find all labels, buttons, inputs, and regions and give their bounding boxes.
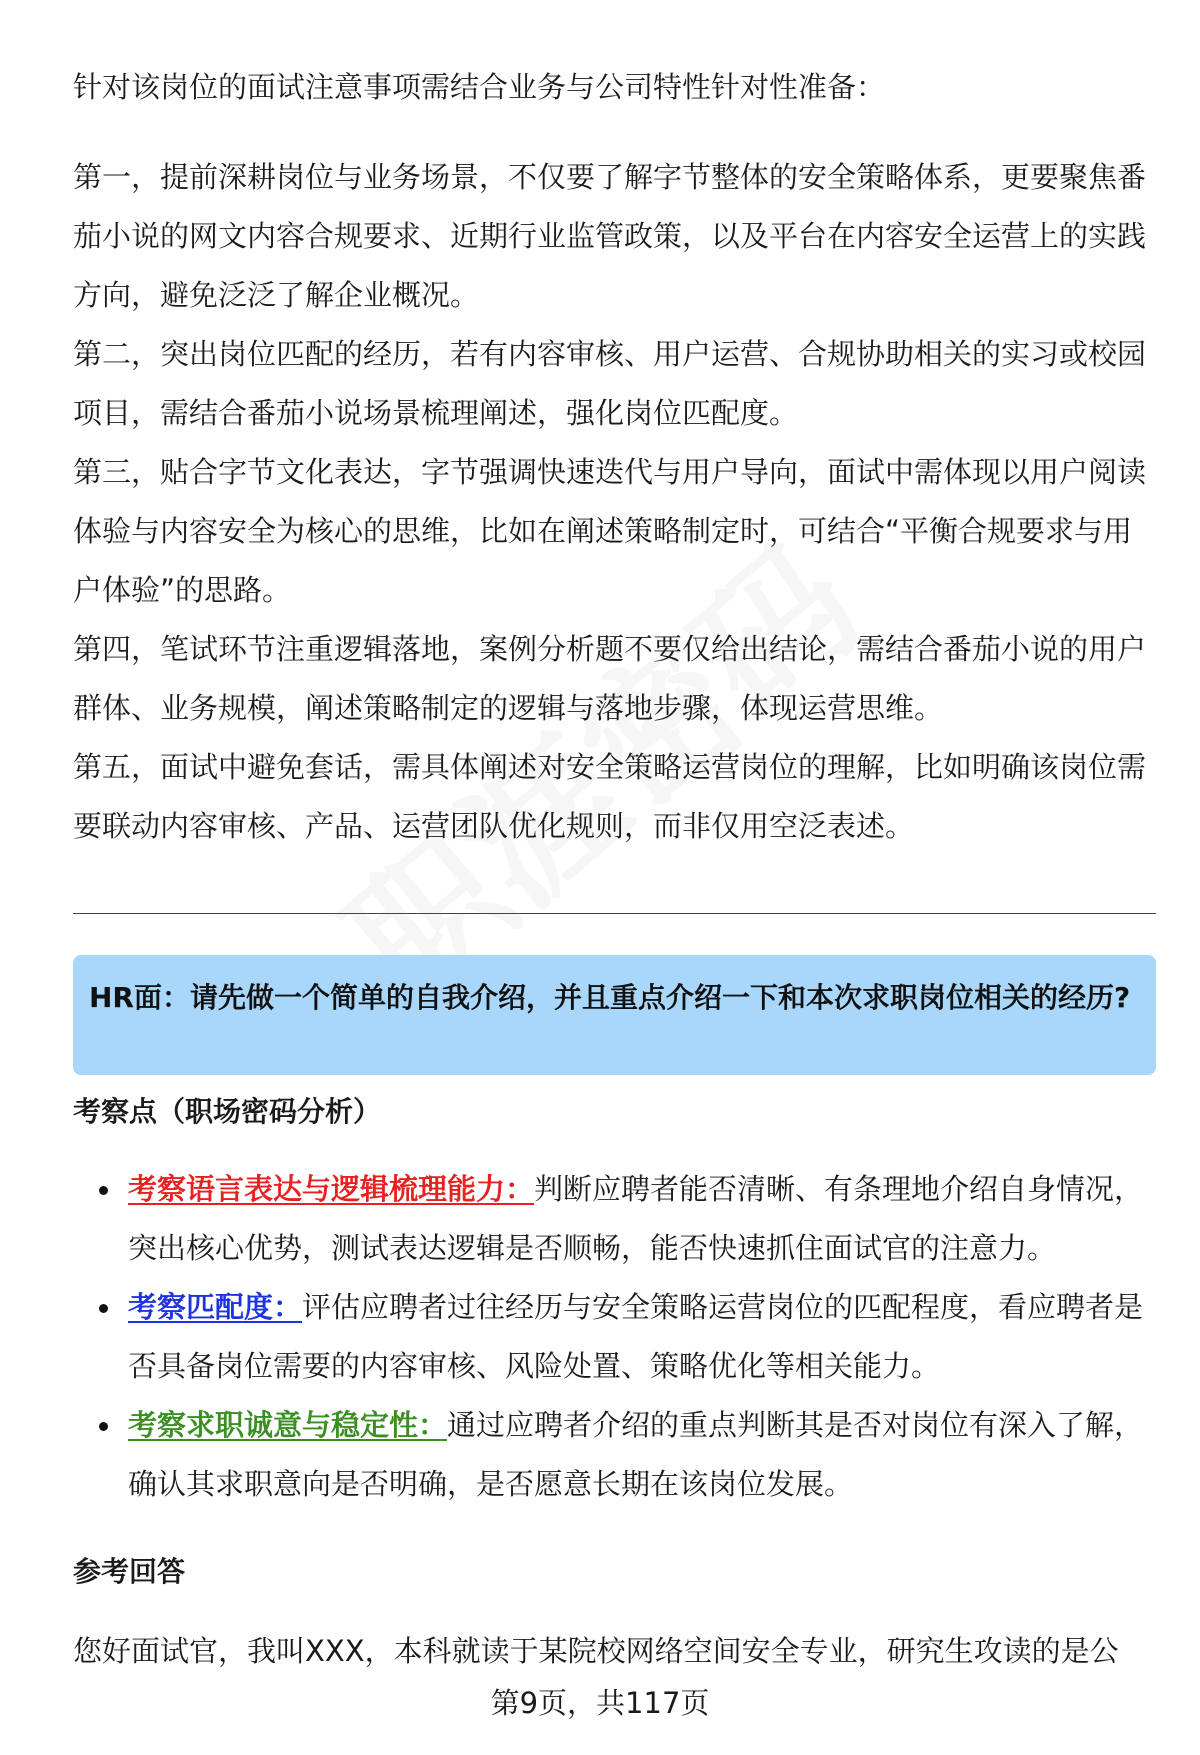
check-point-item: [73, 1278, 1153, 1396]
bullet-icon: [99, 1304, 108, 1313]
reference-answer-heading: 参考回答: [73, 1555, 186, 1588]
check-point-text: 评估应聘者过往经历与安全策略运营岗位的匹配程度，看应聘者是否具备岗位需要的内容审核、风险处置、策略优化等相关能力。: [128, 1290, 1144, 1383]
check-points-heading: 考察点（职场密码分析）: [73, 1095, 382, 1128]
check-point-text: 判断应聘者能否清晰、有条理地介绍自身情况，突出核心优势，测试表达逻辑是否顺畅，能否快速抓住面试官的注意力。: [128, 1172, 1144, 1265]
point-item: 第五，面试中避免套话，需具体阐述对安全策略运营岗位的理解，比如明确该岗位需要联动内容审核、产品、运营团队优化规则，而非仅用空泛表述。: [73, 750, 1147, 843]
point-item: 第二，突出岗位匹配的经历，若有内容审核、用户运营、合规协助相关的实习或校园项目，需结合番茄小说场景梳理阐述，强化岗位匹配度。: [73, 337, 1147, 430]
bullet-icon: [99, 1422, 108, 1431]
point-item: 第四，笔试环节注重逻辑落地，案例分析题不要仅给出结论，需结合番茄小说的用户群体、业务规模，阐述策略制定的逻辑与落地步骤，体现运营思维。: [73, 632, 1147, 725]
check-point-label: 考察语言表达与逻辑梳理能力：: [128, 1172, 535, 1206]
check-point-text: 通过应聘者介绍的重点判断其是否对岗位有深入了解，确认其求职意向是否明确，是否愿意长期在该岗位发展。: [128, 1408, 1144, 1501]
attention-points: [73, 148, 1153, 856]
section-divider: [73, 913, 1156, 914]
hr-question-box: HR面：请先做一个简单的自我介绍，并且重点介绍一下和本次求职岗位相关的经历?: [73, 955, 1156, 1075]
bullet-icon: [99, 1186, 108, 1195]
check-points-list: [73, 1160, 1153, 1514]
check-point-label: 考察匹配度：: [128, 1290, 303, 1324]
point-item: 第三，贴合字节文化表达，字节强调快速迭代与用户导向，面试中需体现以用户阅读体验与内容安全为核心的思维，比如在阐述策略制定时，可结合“平衡合规要求与用户体验”的思路。: [73, 455, 1147, 607]
check-point-label: 考察求职诚意与稳定性：: [128, 1408, 448, 1442]
check-point-item: [73, 1396, 1153, 1514]
check-point-item: [73, 1160, 1153, 1278]
point-item: 第一，提前深耕岗位与业务场景，不仅要了解字节整体的安全策略体系，更要聚焦番茄小说的网文内容合规要求、近期行业监管政策，以及平台在内容安全运营上的实践方向，避免泛泛了解企业概况。: [73, 160, 1147, 312]
intro-paragraph: 针对该岗位的面试注意事项需结合业务与公司特性针对性准备：: [73, 70, 886, 104]
reference-answer-text: 您好面试官，我叫XXX，本科就读于某院校网络空间安全专业，研究生攻读的是公: [73, 1634, 1119, 1668]
page-number: 第9页，共117页: [490, 1686, 710, 1720]
